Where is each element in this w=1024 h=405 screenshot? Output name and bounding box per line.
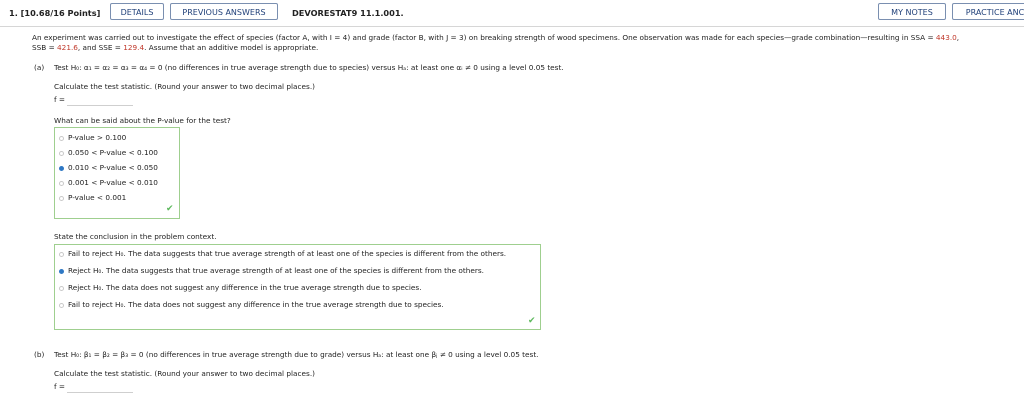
option-label: Reject H₀. The data suggests that true average strength of at least one of the species is different from the others. xyxy=(68,266,484,275)
part-b-calc-instructions: Calculate the test statistic. (Round your answer to two decimal places.) xyxy=(54,369,315,378)
option-label: Reject H₀. The data does not suggest any difference in the true average strength due to species. xyxy=(68,283,422,292)
radio-icon[interactable] xyxy=(59,181,64,186)
part-a-f-label: f = xyxy=(54,95,66,104)
pvalue-option[interactable] xyxy=(59,178,158,188)
pvalue-option[interactable] xyxy=(59,193,126,203)
pvalue-option[interactable] xyxy=(59,133,126,143)
sse-label: , and SSE = xyxy=(77,43,124,52)
pvalue-question: What can be said about the P-value for the test? xyxy=(54,116,231,125)
part-a-calc-instructions: Calculate the test statistic. (Round your answer to two decimal places.) xyxy=(54,82,315,91)
conclusion-option[interactable] xyxy=(59,266,484,276)
problem-intro-line2 xyxy=(32,43,318,53)
my-notes-button[interactable]: MY NOTES xyxy=(878,3,946,20)
option-label: 0.001 < P-value < 0.010 xyxy=(68,178,158,187)
correct-check-icon: ✔ xyxy=(166,204,174,214)
option-label: 0.050 < P-value < 0.100 xyxy=(68,148,158,157)
part-a-hypothesis: Test H₀: α₁ = α₂ = α₃ = α₄ = 0 (no differences in true average strength due to species) versus Hₐ: at least one αᵢ ≠ 0 using a level 0.05 test. xyxy=(54,63,564,72)
question-number: 1. [10.68/16 Points] xyxy=(9,8,101,18)
radio-selected-icon[interactable] xyxy=(59,269,64,274)
ssb-value: 421.6 xyxy=(57,43,78,52)
radio-icon[interactable] xyxy=(59,136,64,141)
problem-intro-line1: An experiment was carried out to investigate the effect of species (factor A, with I = 4) and grade (factor B, with J = 3) on breaking strength of wood specimens. One observation was made for each species—grade combination—resulting in SSA = 443.0, xyxy=(32,33,960,42)
part-b-hypothesis: Test H₀: β₁ = β₂ = β₃ = 0 (no differences in true average strength due to grade) versus Hₐ: at least one βⱼ ≠ 0 using a level 0.05 test. xyxy=(54,350,539,359)
sse-value: 129.4 xyxy=(123,43,145,52)
intro-text: An experiment was carried out to investigate the effect of species (factor A, with I = 4) and grade (factor B, with J = 3) on breaking strength of wood specimens. One observation was made for each species—grade combination—resulting in SSA = xyxy=(32,33,936,42)
conclusion-option[interactable] xyxy=(59,283,422,293)
part-a-label: (a) xyxy=(34,63,45,72)
radio-icon[interactable] xyxy=(59,286,64,291)
option-label: 0.010 < P-value < 0.050 xyxy=(68,163,158,172)
question-id: DEVORESTAT9 11.1.001. xyxy=(292,8,404,18)
previous-answers-button[interactable]: PREVIOUS ANSWERS xyxy=(170,3,278,20)
option-label: Fail to reject H₀. The data suggests that true average strength of at least one of the species is different from the others. xyxy=(68,249,507,258)
radio-selected-icon[interactable] xyxy=(59,166,64,171)
radio-icon[interactable] xyxy=(59,303,64,308)
ssb-label: SSB = xyxy=(32,43,58,52)
practice-another-button[interactable]: PRACTICE ANC xyxy=(952,3,1024,20)
part-b-f-label: f = xyxy=(54,382,66,391)
question-header xyxy=(0,0,1024,27)
ssa-value: 443.0 xyxy=(935,33,957,42)
radio-icon[interactable] xyxy=(59,252,64,257)
pvalue-options-box xyxy=(54,127,180,219)
radio-icon[interactable] xyxy=(59,196,64,201)
correct-check-icon: ✔ xyxy=(528,316,536,326)
part-b-f-input[interactable] xyxy=(67,382,133,393)
pvalue-option[interactable] xyxy=(59,163,158,173)
part-b-label: (b) xyxy=(34,350,45,359)
details-button[interactable]: DETAILS xyxy=(110,3,164,20)
part-a-f-input[interactable] xyxy=(67,95,133,106)
option-label: P-value < 0.001 xyxy=(68,193,127,202)
conclusion-option[interactable] xyxy=(59,249,506,259)
option-label: Fail to reject H₀. The data does not suggest any difference in the true average strength due to species. xyxy=(68,300,444,309)
radio-icon[interactable] xyxy=(59,151,64,156)
conclusion-options-box xyxy=(54,244,541,330)
option-label: P-value > 0.100 xyxy=(68,133,127,142)
conclusion-question: State the conclusion in the problem context. xyxy=(54,232,217,241)
pvalue-option[interactable] xyxy=(59,148,158,158)
intro-assumption: . Assume that an additive model is appropriate. xyxy=(144,43,319,52)
conclusion-option[interactable] xyxy=(59,300,444,310)
